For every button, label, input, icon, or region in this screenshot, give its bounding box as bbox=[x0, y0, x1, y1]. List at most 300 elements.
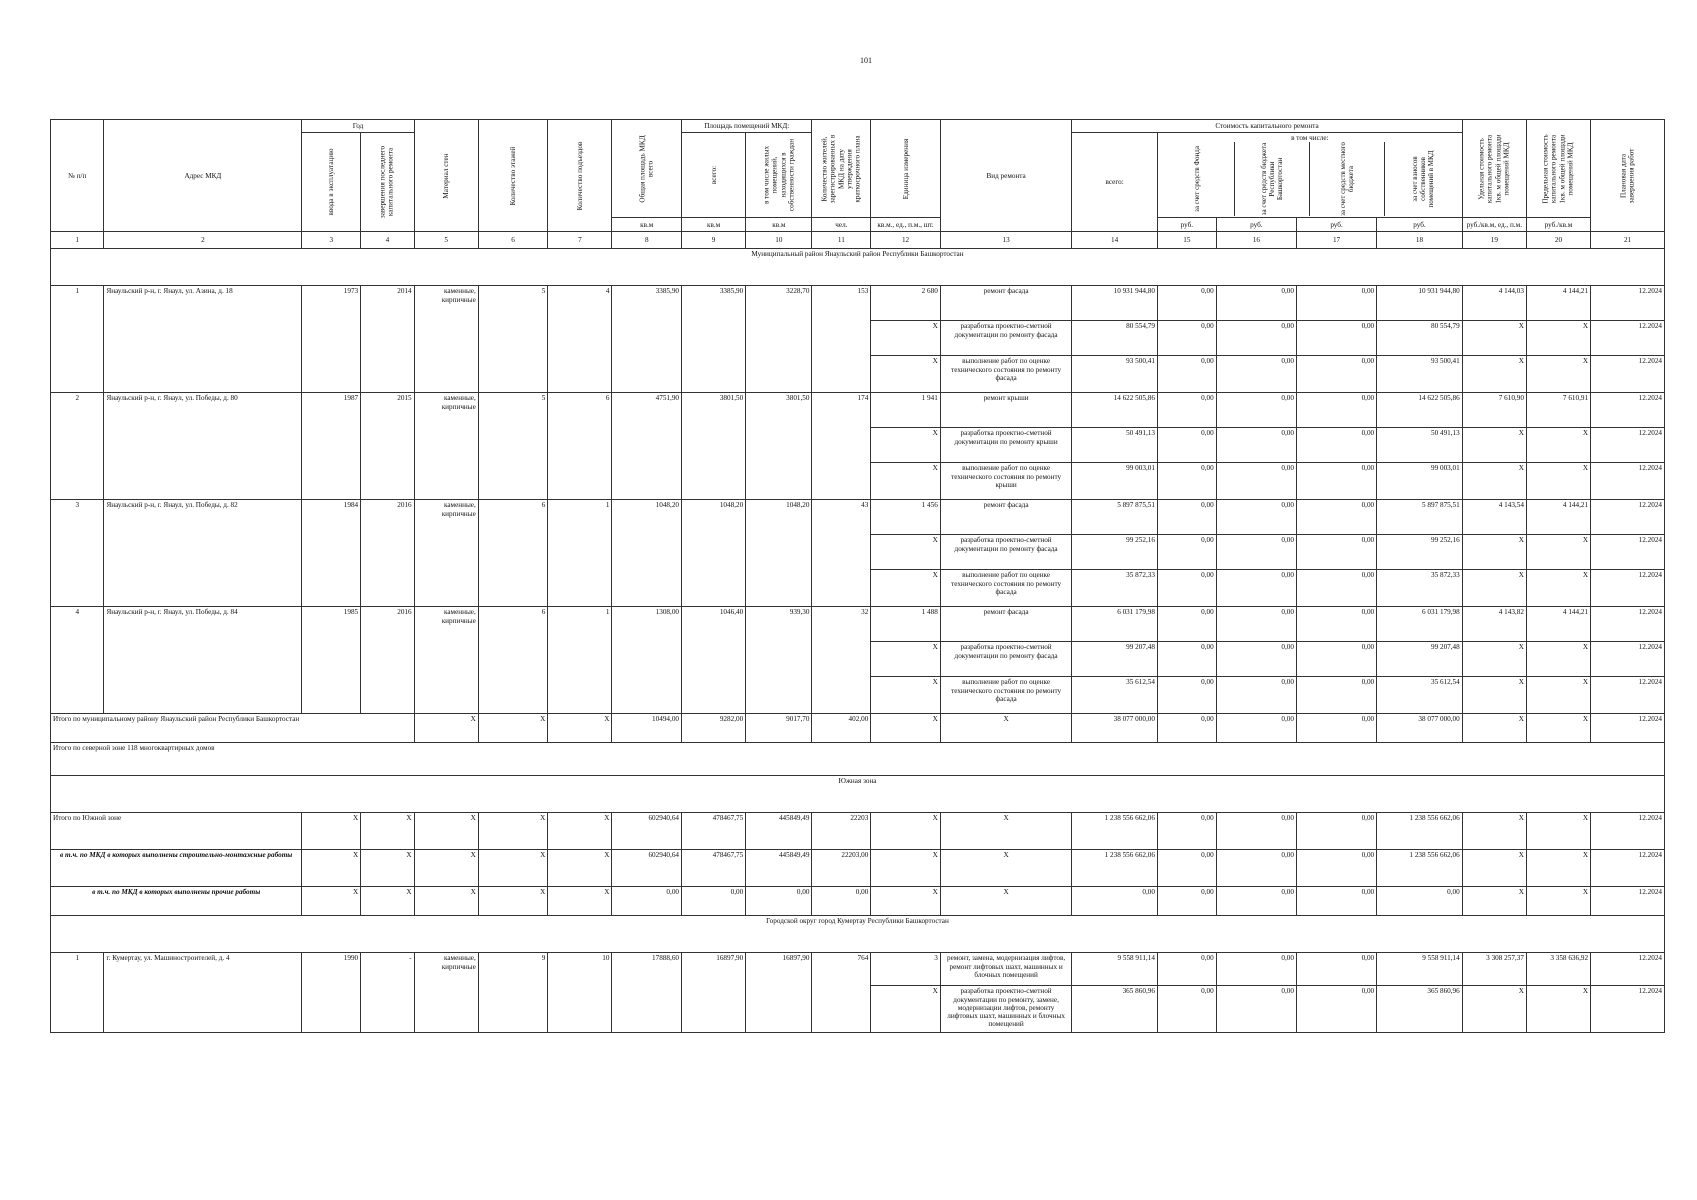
south-x: X bbox=[1462, 813, 1526, 850]
house-address: г. Кумертау, ул. Машиностроителей, д. 4 bbox=[104, 953, 302, 1033]
house-premises-total: 1046,40 bbox=[682, 607, 746, 714]
total-x: X bbox=[1526, 714, 1590, 743]
work-unit: X bbox=[871, 570, 941, 607]
col-owners-header: за счет взносов собственников помещений в МКД bbox=[1410, 150, 1435, 208]
work-max-cost: X bbox=[1526, 463, 1590, 500]
col-incl-header: в том числе: за счет средств Фонда за счет средств бюджета Республики Башкортостан за счет средств местного бюджета за счет взносов собственников помещений в МКД bbox=[1157, 133, 1462, 218]
work-max-cost: 3 358 636,92 bbox=[1526, 953, 1590, 986]
col-num: 12 bbox=[871, 232, 941, 249]
south-area: 602940,64 bbox=[612, 813, 682, 850]
column-numbers-row bbox=[51, 232, 1665, 249]
col-num: 1 bbox=[51, 232, 104, 249]
south-x: X bbox=[1526, 850, 1590, 887]
south-x: X bbox=[548, 887, 612, 916]
total-yanaul-label: Итого по муниципальному району Янаульский район Республики Башкортостан bbox=[51, 714, 415, 743]
south-row-label: Итого по Южной зоне bbox=[51, 813, 302, 850]
house-material: каменные, кирпичные bbox=[414, 393, 478, 500]
work-date: 12.2024 bbox=[1591, 393, 1665, 428]
house-year-repair: 2014 bbox=[361, 286, 414, 393]
work-owners: 50 491,13 bbox=[1377, 428, 1463, 463]
work-total: 50 491,13 bbox=[1072, 428, 1158, 463]
work-specific-cost: X bbox=[1462, 986, 1526, 1033]
work-unit: 1 941 bbox=[871, 393, 941, 428]
section-row bbox=[51, 916, 1665, 953]
work-rep-budget: 0,00 bbox=[1216, 463, 1296, 500]
total-cost: 38 077 000,00 bbox=[1072, 714, 1158, 743]
house-premises-total: 16897,90 bbox=[682, 953, 746, 1033]
total-zero: 0,00 bbox=[1296, 714, 1376, 743]
house-residents: 32 bbox=[812, 607, 871, 714]
south-x: X bbox=[1462, 887, 1526, 916]
work-rep-budget: 0,00 bbox=[1216, 428, 1296, 463]
section-title-yanaul: Муниципальный район Янаульский район Республики Башкортостан bbox=[51, 249, 1665, 286]
work-rep-budget: 0,00 bbox=[1216, 393, 1296, 428]
work-max-cost: X bbox=[1526, 535, 1590, 570]
unit-cell: руб./кв.м bbox=[1526, 218, 1590, 232]
work-max-cost: X bbox=[1526, 570, 1590, 607]
south-x: X bbox=[1462, 850, 1526, 887]
work-max-cost: 4 144,21 bbox=[1526, 500, 1590, 535]
work-specific-cost: 4 143,82 bbox=[1462, 607, 1526, 642]
south-row-label: в т.ч. по МКД в которых выполнены прочие работы bbox=[51, 887, 302, 916]
total-x: X bbox=[414, 714, 478, 743]
section-row bbox=[51, 776, 1665, 813]
col-repair-type-header: Вид ремонта bbox=[940, 120, 1072, 232]
total-x: X bbox=[478, 714, 548, 743]
work-specific-cost: 4 143,54 bbox=[1462, 500, 1526, 535]
col-year2-header: завершения последнего капитального ремонта bbox=[361, 133, 414, 232]
south-date: 12.2024 bbox=[1591, 887, 1665, 916]
work-unit: 2 680 bbox=[871, 286, 941, 321]
work-max-cost: 4 144,21 bbox=[1526, 286, 1590, 321]
work-max-cost: 4 144,21 bbox=[1526, 607, 1590, 642]
work-date: 12.2024 bbox=[1591, 607, 1665, 642]
total-x: X bbox=[1462, 714, 1526, 743]
house-address: Янаульский р-н, г. Янаул, ул. Азина, д. 18 bbox=[104, 286, 302, 393]
col-fund-header: за счет средств Фонда bbox=[1160, 142, 1235, 216]
work-specific-cost: X bbox=[1462, 642, 1526, 677]
col-premises-owned-header: в том числе жилых помещений, находящихся в собственности граждан bbox=[746, 133, 812, 218]
south-residents: 0,00 bbox=[812, 887, 871, 916]
work-total: 35 872,33 bbox=[1072, 570, 1158, 607]
work-unit: X bbox=[871, 463, 941, 500]
yanaul-houses bbox=[51, 286, 1665, 714]
work-local-budget: 0,00 bbox=[1296, 986, 1376, 1033]
work-date: 12.2024 bbox=[1591, 463, 1665, 500]
col-num: 17 bbox=[1296, 232, 1376, 249]
house-floors: 6 bbox=[478, 500, 548, 607]
house-year-commission: 1987 bbox=[302, 393, 361, 500]
work-owners: 35 872,33 bbox=[1377, 570, 1463, 607]
work-rep-budget: 0,00 bbox=[1216, 642, 1296, 677]
col-num: 21 bbox=[1591, 232, 1665, 249]
unit-cell: руб. bbox=[1377, 218, 1463, 232]
south-zero: 0,00 bbox=[1157, 850, 1216, 887]
work-date: 12.2024 bbox=[1591, 953, 1665, 986]
house-year-repair: 2016 bbox=[361, 607, 414, 714]
house-area: 4751,90 bbox=[612, 393, 682, 500]
work-name: выполнение работ по оценке технического состояния по ремонту фасада bbox=[940, 356, 1072, 393]
work-name: ремонт фасада bbox=[940, 500, 1072, 535]
table-row bbox=[51, 500, 1665, 535]
work-date: 12.2024 bbox=[1591, 535, 1665, 570]
work-total: 5 897 875,51 bbox=[1072, 500, 1158, 535]
house-year-commission: 1973 bbox=[302, 286, 361, 393]
col-num: 8 bbox=[612, 232, 682, 249]
south-area: 602940,64 bbox=[612, 850, 682, 887]
work-fund: 0,00 bbox=[1157, 321, 1216, 356]
work-total: 365 860,96 bbox=[1072, 986, 1158, 1033]
work-specific-cost: X bbox=[1462, 463, 1526, 500]
work-fund: 0,00 bbox=[1157, 986, 1216, 1033]
col-num: 7 bbox=[548, 232, 612, 249]
unit-cell: руб. bbox=[1216, 218, 1296, 232]
south-zero: 0,00 bbox=[1296, 887, 1376, 916]
col-year-header: Год bbox=[302, 120, 414, 133]
work-fund: 0,00 bbox=[1157, 393, 1216, 428]
house-premises-owned: 3801,50 bbox=[746, 393, 812, 500]
south-x: X bbox=[871, 887, 941, 916]
col-local-budget-header: за счет средств местного бюджета bbox=[1310, 142, 1385, 216]
col-entrances-header: Количество подъездов bbox=[548, 120, 612, 232]
col-max-cost-header: Предельная стоимость капитального ремонта 1кв. м общей площади помещений МКД bbox=[1526, 120, 1590, 218]
work-rep-budget: 0,00 bbox=[1216, 286, 1296, 321]
total-powned: 9017,70 bbox=[746, 714, 812, 743]
south-residents: 22203 bbox=[812, 813, 871, 850]
house-entrances: 1 bbox=[548, 500, 612, 607]
house-entrances: 6 bbox=[548, 393, 612, 500]
house-area: 1048,20 bbox=[612, 500, 682, 607]
south-zero: 0,00 bbox=[1216, 887, 1296, 916]
house-address: Янаульский р-н, г. Янаул, ул. Победы, д. 84 bbox=[104, 607, 302, 714]
work-total: 10 931 944,80 bbox=[1072, 286, 1158, 321]
house-floors: 5 bbox=[478, 286, 548, 393]
work-unit: X bbox=[871, 356, 941, 393]
work-specific-cost: X bbox=[1462, 321, 1526, 356]
work-date: 12.2024 bbox=[1591, 642, 1665, 677]
south-x: X bbox=[940, 813, 1072, 850]
house-area: 17888,60 bbox=[612, 953, 682, 1033]
south-x: X bbox=[302, 850, 361, 887]
house-entrances: 1 bbox=[548, 607, 612, 714]
table-row bbox=[51, 813, 1665, 850]
work-unit: 3 bbox=[871, 953, 941, 986]
work-specific-cost: 4 144,03 bbox=[1462, 286, 1526, 321]
house-entrances: 4 bbox=[548, 286, 612, 393]
work-owners: 365 860,96 bbox=[1377, 986, 1463, 1033]
work-local-budget: 0,00 bbox=[1296, 642, 1376, 677]
work-rep-budget: 0,00 bbox=[1216, 986, 1296, 1033]
house-premises-owned: 3228,70 bbox=[746, 286, 812, 393]
col-num: 16 bbox=[1216, 232, 1296, 249]
work-fund: 0,00 bbox=[1157, 356, 1216, 393]
page-number: 101 bbox=[860, 56, 872, 65]
south-residents: 22203,00 bbox=[812, 850, 871, 887]
total-date: 12.2024 bbox=[1591, 714, 1665, 743]
col-premises-total-header: всего: bbox=[682, 133, 746, 218]
col-num: 15 bbox=[1157, 232, 1216, 249]
work-unit: X bbox=[871, 428, 941, 463]
house-residents: 764 bbox=[812, 953, 871, 1033]
south-area: 0,00 bbox=[612, 887, 682, 916]
work-specific-cost: X bbox=[1462, 428, 1526, 463]
south-x: X bbox=[478, 813, 548, 850]
work-specific-cost: X bbox=[1462, 570, 1526, 607]
work-fund: 0,00 bbox=[1157, 953, 1216, 986]
house-material: каменные, кирпичные bbox=[414, 607, 478, 714]
south-date: 12.2024 bbox=[1591, 850, 1665, 887]
work-name: ремонт фасада bbox=[940, 607, 1072, 642]
south-rows bbox=[51, 813, 1665, 916]
house-no: 4 bbox=[51, 607, 104, 714]
total-ptotal: 9282,00 bbox=[682, 714, 746, 743]
house-residents: 153 bbox=[812, 286, 871, 393]
south-premises-owned: 0,00 bbox=[746, 887, 812, 916]
col-num: 3 bbox=[302, 232, 361, 249]
south-x: X bbox=[414, 813, 478, 850]
col-num: 20 bbox=[1526, 232, 1590, 249]
work-unit: 1 488 bbox=[871, 607, 941, 642]
work-local-budget: 0,00 bbox=[1296, 463, 1376, 500]
work-date: 12.2024 bbox=[1591, 321, 1665, 356]
col-year1-header: ввода в эксплуатацию bbox=[302, 133, 361, 232]
work-unit: X bbox=[871, 642, 941, 677]
total-yanaul-row bbox=[51, 714, 1665, 743]
work-local-budget: 0,00 bbox=[1296, 393, 1376, 428]
work-total: 35 612,54 bbox=[1072, 677, 1158, 714]
south-premises-total: 0,00 bbox=[682, 887, 746, 916]
header-row bbox=[51, 120, 1665, 133]
work-total: 99 252,16 bbox=[1072, 535, 1158, 570]
work-local-budget: 0,00 bbox=[1296, 607, 1376, 642]
work-date: 12.2024 bbox=[1591, 500, 1665, 535]
col-unit-header: Единица измерения bbox=[871, 120, 941, 218]
work-name: разработка проектно-сметной документации по ремонту фасада bbox=[940, 321, 1072, 356]
col-num: 4 bbox=[361, 232, 414, 249]
unit-cell: кв.м bbox=[682, 218, 746, 232]
unit-cell: кв.м., ед., п.м., шт. bbox=[871, 218, 941, 232]
col-cost-header: Стоимость капитального ремонта bbox=[1072, 120, 1462, 133]
work-name: ремонт, замена, модернизация лифтов, ремонт лифтовых шахт, машинных и блочных помещений bbox=[940, 953, 1072, 986]
house-year-commission: 1984 bbox=[302, 500, 361, 607]
work-max-cost: X bbox=[1526, 986, 1590, 1033]
south-zero: 0,00 bbox=[1157, 813, 1216, 850]
south-owners: 1 238 556 662,06 bbox=[1377, 813, 1463, 850]
work-max-cost: X bbox=[1526, 677, 1590, 714]
work-total: 14 622 505,86 bbox=[1072, 393, 1158, 428]
unit-cell: кв.м bbox=[612, 218, 682, 232]
col-floors-header: Количество этажей bbox=[478, 120, 548, 232]
house-address: Янаульский р-н, г. Янаул, ул. Победы, д. 80 bbox=[104, 393, 302, 500]
house-floors: 5 bbox=[478, 393, 548, 500]
col-num: 6 bbox=[478, 232, 548, 249]
south-x: X bbox=[548, 813, 612, 850]
house-year-commission: 1990 bbox=[302, 953, 361, 1033]
south-owners: 1 238 556 662,06 bbox=[1377, 850, 1463, 887]
work-local-budget: 0,00 bbox=[1296, 953, 1376, 986]
total-x: X bbox=[871, 714, 941, 743]
work-specific-cost: 3 308 257,37 bbox=[1462, 953, 1526, 986]
unit-cell: чел. bbox=[812, 218, 871, 232]
work-owners: 10 931 944,80 bbox=[1377, 286, 1463, 321]
work-owners: 9 558 911,14 bbox=[1377, 953, 1463, 986]
work-fund: 0,00 bbox=[1157, 286, 1216, 321]
south-x: X bbox=[414, 850, 478, 887]
work-rep-budget: 0,00 bbox=[1216, 953, 1296, 986]
table-row bbox=[51, 887, 1665, 916]
south-owners: 0,00 bbox=[1377, 887, 1463, 916]
south-premises-total: 478467,75 bbox=[682, 850, 746, 887]
total-north-row bbox=[51, 743, 1665, 776]
total-area: 10494,00 bbox=[612, 714, 682, 743]
col-address-header: Адрес МКД bbox=[104, 120, 302, 232]
work-name: выполнение работ по оценке технического состояния по ремонту фасада bbox=[940, 570, 1072, 607]
work-date: 12.2024 bbox=[1591, 356, 1665, 393]
work-max-cost: X bbox=[1526, 428, 1590, 463]
col-no-header: № п/п bbox=[51, 120, 104, 232]
house-year-repair: 2016 bbox=[361, 500, 414, 607]
work-specific-cost: X bbox=[1462, 356, 1526, 393]
col-num: 11 bbox=[812, 232, 871, 249]
south-zero: 0,00 bbox=[1157, 887, 1216, 916]
total-residents: 402,00 bbox=[812, 714, 871, 743]
work-local-budget: 0,00 bbox=[1296, 321, 1376, 356]
section-title-south: Южная зона bbox=[51, 776, 1665, 813]
south-zero: 0,00 bbox=[1216, 850, 1296, 887]
total-north-label: Итого по северной зоне 118 многоквартирных домов bbox=[51, 743, 1665, 776]
house-entrances: 10 bbox=[548, 953, 612, 1033]
work-owners: 6 031 179,98 bbox=[1377, 607, 1463, 642]
work-max-cost: X bbox=[1526, 356, 1590, 393]
house-material: каменные, кирпичные bbox=[414, 286, 478, 393]
work-name: разработка проектно-сметной документации по ремонту, замене, модернизации лифтов, ремонту лифтовых шахт, машинных и блочных помещений bbox=[940, 986, 1072, 1033]
work-local-budget: 0,00 bbox=[1296, 570, 1376, 607]
work-fund: 0,00 bbox=[1157, 500, 1216, 535]
south-x: X bbox=[302, 813, 361, 850]
work-fund: 0,00 bbox=[1157, 642, 1216, 677]
work-specific-cost: X bbox=[1462, 677, 1526, 714]
house-year-commission: 1985 bbox=[302, 607, 361, 714]
work-rep-budget: 0,00 bbox=[1216, 607, 1296, 642]
house-year-repair: - bbox=[361, 953, 414, 1033]
work-fund: 0,00 bbox=[1157, 607, 1216, 642]
total-zero: 0,00 bbox=[1216, 714, 1296, 743]
col-specific-cost-header: Удельная стоимость капитального ремонта 1кв. м общей площади помещений МКД bbox=[1462, 120, 1526, 218]
col-premises-header: Площадь помещений МКД: bbox=[682, 120, 812, 133]
work-name: разработка проектно-сметной документации по ремонту фасада bbox=[940, 642, 1072, 677]
col-num: 18 bbox=[1377, 232, 1463, 249]
house-premises-owned: 939,30 bbox=[746, 607, 812, 714]
south-x: X bbox=[361, 887, 414, 916]
work-specific-cost: 7 610,90 bbox=[1462, 393, 1526, 428]
work-owners: 35 612,54 bbox=[1377, 677, 1463, 714]
col-residents-header: Количество жителей, зарегистрированных в МКД на дату утверждения краткосрочного плана bbox=[812, 120, 871, 218]
work-unit: X bbox=[871, 677, 941, 714]
house-no: 3 bbox=[51, 500, 104, 607]
work-name: ремонт крыши bbox=[940, 393, 1072, 428]
house-residents: 174 bbox=[812, 393, 871, 500]
work-rep-budget: 0,00 bbox=[1216, 321, 1296, 356]
work-owners: 99 252,16 bbox=[1377, 535, 1463, 570]
south-x: X bbox=[1526, 887, 1590, 916]
work-rep-budget: 0,00 bbox=[1216, 570, 1296, 607]
south-row-label: в т.ч. по МКД в которых выполнены строительно-монтажные работы bbox=[51, 850, 302, 887]
section-title-kumertau: Городской округ город Кумертау Республики Башкортостан bbox=[51, 916, 1665, 953]
work-date: 12.2024 bbox=[1591, 677, 1665, 714]
house-floors: 9 bbox=[478, 953, 548, 1033]
work-specific-cost: X bbox=[1462, 535, 1526, 570]
col-num: 13 bbox=[940, 232, 1072, 249]
work-local-budget: 0,00 bbox=[1296, 677, 1376, 714]
col-num: 2 bbox=[104, 232, 302, 249]
south-x: X bbox=[1526, 813, 1590, 850]
col-num: 5 bbox=[414, 232, 478, 249]
house-no: 1 bbox=[51, 953, 104, 1033]
south-x: X bbox=[871, 813, 941, 850]
work-max-cost: 7 610,91 bbox=[1526, 393, 1590, 428]
section-row bbox=[51, 249, 1665, 286]
house-year-repair: 2015 bbox=[361, 393, 414, 500]
work-owners: 93 500,41 bbox=[1377, 356, 1463, 393]
table-row bbox=[51, 850, 1665, 887]
unit-cell: руб. bbox=[1157, 218, 1216, 232]
house-material: каменные, кирпичные bbox=[414, 953, 478, 1033]
work-name: разработка проектно-сметной документации по ремонту крыши bbox=[940, 428, 1072, 463]
house-no: 1 bbox=[51, 286, 104, 393]
total-x: X bbox=[548, 714, 612, 743]
total-owners: 38 077 000,00 bbox=[1377, 714, 1463, 743]
house-premises-total: 3385,90 bbox=[682, 286, 746, 393]
work-owners: 5 897 875,51 bbox=[1377, 500, 1463, 535]
work-total: 6 031 179,98 bbox=[1072, 607, 1158, 642]
south-x: X bbox=[478, 887, 548, 916]
south-x: X bbox=[478, 850, 548, 887]
work-fund: 0,00 bbox=[1157, 677, 1216, 714]
work-date: 12.2024 bbox=[1591, 986, 1665, 1033]
house-residents: 43 bbox=[812, 500, 871, 607]
south-premises-owned: 445849,49 bbox=[746, 813, 812, 850]
work-date: 12.2024 bbox=[1591, 570, 1665, 607]
table-row bbox=[51, 286, 1665, 321]
work-rep-budget: 0,00 bbox=[1216, 500, 1296, 535]
south-premises-total: 478467,75 bbox=[682, 813, 746, 850]
house-premises-total: 1048,20 bbox=[682, 500, 746, 607]
house-floors: 6 bbox=[478, 607, 548, 714]
house-premises-owned: 16897,90 bbox=[746, 953, 812, 1033]
work-name: выполнение работ по оценке технического состояния по ремонту крыши bbox=[940, 463, 1072, 500]
col-cost-total-header: всего: bbox=[1072, 133, 1158, 232]
col-num: 9 bbox=[682, 232, 746, 249]
work-name: выполнение работ по оценке технического состояния по ремонту фасада bbox=[940, 677, 1072, 714]
work-local-budget: 0,00 bbox=[1296, 535, 1376, 570]
south-x: X bbox=[940, 850, 1072, 887]
work-fund: 0,00 bbox=[1157, 535, 1216, 570]
work-owners: 80 554,79 bbox=[1377, 321, 1463, 356]
work-local-budget: 0,00 bbox=[1296, 286, 1376, 321]
work-name: ремонт фасада bbox=[940, 286, 1072, 321]
col-plan-date-header: Плановая дата завершения работ bbox=[1591, 120, 1665, 232]
south-cost: 0,00 bbox=[1072, 887, 1158, 916]
work-unit: X bbox=[871, 986, 941, 1033]
table-row bbox=[51, 393, 1665, 428]
col-rep-budget-header: за счет средств бюджета Республики Башкортостан bbox=[1235, 142, 1310, 216]
work-date: 12.2024 bbox=[1591, 286, 1665, 321]
work-unit: X bbox=[871, 321, 941, 356]
house-premises-total: 3801,50 bbox=[682, 393, 746, 500]
south-cost: 1 238 556 662,06 bbox=[1072, 850, 1158, 887]
south-premises-owned: 445849,49 bbox=[746, 850, 812, 887]
work-max-cost: X bbox=[1526, 642, 1590, 677]
